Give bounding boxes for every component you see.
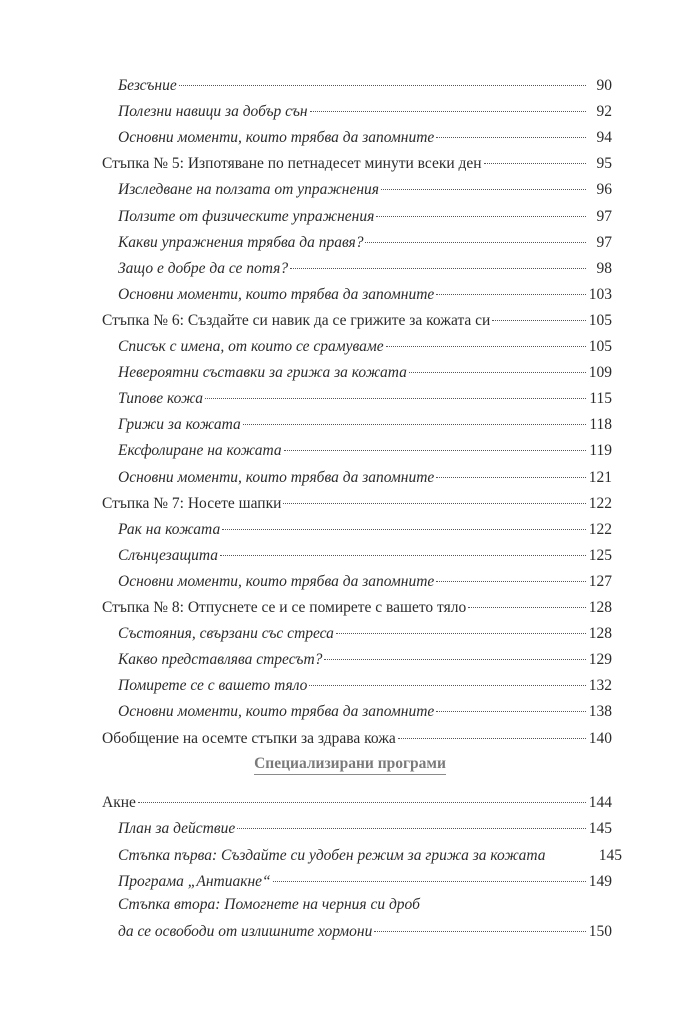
dot-leader [310, 111, 586, 112]
toc-page-number: 128 [588, 625, 612, 643]
dot-leader [374, 931, 586, 932]
dot-leader [283, 503, 586, 504]
toc-entry [118, 441, 612, 461]
dot-leader [290, 268, 586, 269]
toc-page-number: 129 [588, 651, 612, 669]
toc-subsection-row [0, 229, 700, 253]
toc-subsection-row [0, 868, 700, 892]
toc-entry [118, 650, 612, 670]
toc-subsection-row [0, 568, 700, 592]
toc-entry [118, 180, 612, 200]
toc-entry-label: Какви упражнения трябва да правя? [118, 233, 364, 251]
toc-page-number: 149 [588, 873, 612, 891]
toc-entry-label: Основни моменти, които трябва да запомните [118, 129, 435, 147]
toc-subsection-row [0, 542, 700, 566]
toc-page-number: 97 [596, 207, 612, 225]
toc-entry [102, 154, 612, 174]
toc-page-number: 145 [588, 820, 612, 838]
dot-leader [376, 216, 586, 217]
section-heading [0, 755, 700, 773]
toc-entry [118, 363, 612, 383]
toc-page-number: 95 [596, 155, 612, 173]
dot-leader [468, 607, 586, 608]
toc-entry-label: Полезни навици за добър сън [118, 103, 308, 121]
dot-leader [398, 738, 586, 739]
toc-entry-label: да се освободи от излишните хормони [118, 923, 373, 941]
toc-subsection-row [0, 72, 700, 96]
toc-entry [118, 207, 612, 227]
toc-page-number: 98 [596, 259, 612, 277]
toc-page-number: 128 [588, 599, 612, 616]
toc-subsection-row [0, 437, 700, 461]
toc-entry [118, 389, 612, 409]
toc-page-number: 109 [588, 364, 612, 382]
dot-leader [436, 477, 586, 478]
toc-page-number: 122 [588, 520, 612, 538]
toc-chapter-row [0, 490, 700, 514]
toc-entry-label: Стъпка № 5: Изпотяване по петнадесет минути всеки ден [102, 155, 482, 173]
toc-entry-label: План за действие [118, 820, 236, 838]
section-heading-text: Специализирани програми [254, 755, 446, 775]
toc-subsection-row [0, 411, 700, 435]
toc-subsection-row [0, 698, 700, 722]
toc-entry [118, 259, 612, 279]
toc-entry-label: Слънцезащита [118, 546, 219, 564]
toc-page-number: 127 [588, 572, 612, 590]
toc-entry-label: Рак на кожата [118, 520, 221, 538]
toc-page-number: 94 [596, 129, 612, 147]
toc-entry-label: Типове кожа [118, 390, 203, 408]
dot-leader [409, 372, 586, 373]
dot-leader [205, 398, 586, 399]
dot-leader [324, 659, 586, 660]
dot-leader [222, 529, 586, 530]
toc-entry [102, 598, 612, 618]
dot-leader [336, 633, 586, 634]
toc-page-number: 150 [588, 923, 612, 941]
toc-entry-label: Ползите от физическите упражнения [118, 207, 375, 225]
toc-entry-label: Основни моменти, които трябва да запомните [118, 572, 435, 590]
toc-page-number: 105 [588, 311, 612, 329]
toc-page-number: 97 [596, 233, 612, 251]
dot-leader [284, 450, 586, 451]
toc-entry-label: Изследване на ползата от упражнения [118, 181, 379, 199]
toc-entry [118, 76, 612, 96]
toc-entry-label: Основни моменти, които трябва да запомните [118, 468, 435, 486]
toc-page-number: 92 [596, 103, 612, 121]
toc-page-number: 145 [598, 846, 622, 864]
toc-chapter-row [0, 150, 700, 174]
toc-page-number: 96 [596, 181, 612, 199]
toc-entry-label: Акне [102, 793, 136, 811]
dot-leader [138, 802, 586, 803]
toc-entry-label: Безсъние [118, 77, 177, 94]
toc-chapter-row [0, 789, 700, 813]
dot-leader [386, 346, 586, 347]
toc-entry [118, 872, 612, 892]
toc-page-number: 90 [596, 77, 612, 94]
dot-leader [484, 163, 586, 164]
toc-entry [118, 572, 612, 592]
toc-entry [118, 624, 612, 644]
toc-entry [118, 468, 612, 488]
toc-subsection-row [0, 896, 700, 942]
toc-subsection-row [0, 672, 700, 696]
toc-page-number: 140 [588, 729, 612, 747]
toc-subsection-row [0, 516, 700, 540]
dot-leader [492, 320, 586, 321]
toc-entry [118, 676, 612, 696]
toc-subsection-row [0, 176, 700, 200]
dot-leader [273, 881, 586, 882]
toc-entry-label: Защо е добре да се потя? [118, 259, 289, 277]
toc-entry [118, 415, 612, 435]
toc-entry [118, 337, 612, 357]
toc-subsection-row [0, 359, 700, 383]
toc-page-number: 119 [589, 442, 612, 460]
toc-entry-label: Обобщение на осемте стъпки за здрава кожа [102, 729, 396, 747]
dot-leader [381, 189, 586, 190]
toc-entry [118, 102, 612, 122]
dot-leader [237, 828, 586, 829]
toc-page-number: 138 [588, 703, 612, 721]
toc-subsection-row [0, 842, 700, 866]
toc-chapter-row [0, 307, 700, 331]
toc-entry-label: Ексфолиране на кожата [118, 442, 282, 460]
toc-entry [102, 793, 612, 813]
toc-page-number: 132 [588, 677, 612, 695]
dot-leader [436, 137, 586, 138]
toc-entry [102, 729, 612, 749]
toc-subsection-row [0, 333, 700, 357]
toc-page-number: 144 [588, 793, 612, 811]
toc-page-number: 103 [588, 285, 612, 303]
toc-entry [102, 311, 612, 331]
toc-entry-label: Основни моменти, които трябва да запомните [118, 703, 435, 721]
dot-leader [309, 685, 586, 686]
toc-entry [118, 922, 612, 942]
dot-leader [365, 242, 586, 243]
toc-entry [118, 233, 612, 253]
toc-entry-label-line1: Стъпка втора: Помогнете на черния си дроб [118, 896, 420, 914]
toc-chapter-row [0, 725, 700, 749]
toc-entry [118, 819, 612, 839]
toc-page-number: 122 [588, 494, 612, 512]
toc-entry [118, 702, 612, 722]
toc-entry-label: Стъпка първа: Създайте си удобен режим за грижа за кожата [118, 846, 546, 864]
toc-entry [102, 494, 612, 514]
dot-leader [436, 581, 586, 582]
dot-leader [436, 294, 586, 295]
dot-leader [220, 555, 586, 556]
toc-entry-label: Списък с имена, от които се срамуваме [118, 338, 384, 355]
toc-entry-label: Основни моменти, които трябва да запомните [118, 285, 435, 303]
dot-leader [436, 711, 586, 712]
toc-entry-label: Програма „Антиакне“ [118, 873, 271, 891]
toc-entry [118, 546, 612, 566]
toc-subsection-row [0, 385, 700, 409]
toc-subsection-row [0, 646, 700, 670]
toc-subsection-row [0, 203, 700, 227]
toc-page-number: 125 [588, 546, 612, 564]
toc-page-number: 115 [589, 390, 612, 408]
toc-entry-label: Стъпка № 8: Отпуснете се и се помирете с вашето тяло [102, 599, 467, 616]
toc-page-number: 121 [588, 468, 612, 486]
toc-entry-label: Какво представлява стресът? [118, 651, 323, 669]
toc-entry-label: Невероятни съставки за грижа за кожата [118, 364, 407, 382]
toc-page-number: 118 [589, 416, 612, 434]
toc-entry-label: Стъпка № 7: Носете шапки [102, 494, 282, 512]
toc-entry-label: Грижи за кожата [118, 416, 241, 434]
toc-subsection-row [0, 124, 700, 148]
dot-leader [243, 424, 586, 425]
toc-entry [118, 520, 612, 540]
toc-subsection-row [0, 464, 700, 488]
toc-subsection-row [0, 620, 700, 644]
toc-page-number: 105 [588, 338, 612, 355]
toc-subsection-row [0, 98, 700, 122]
toc-entry-label: Стъпка № 6: Създайте си навик да се грижите за кожата си [102, 311, 491, 329]
toc-chapter-row [0, 594, 700, 618]
toc-subsection-row [0, 281, 700, 305]
dot-leader [179, 85, 586, 86]
toc-entry-label: Състояния, свързани със стреса [118, 625, 334, 643]
toc-entry [118, 128, 612, 148]
toc-subsection-row [0, 815, 700, 839]
toc-subsection-row [0, 255, 700, 279]
toc-entry-label: Помирете се с вашето тяло [118, 677, 308, 695]
toc-entry [118, 846, 622, 866]
toc-entry [118, 285, 612, 305]
